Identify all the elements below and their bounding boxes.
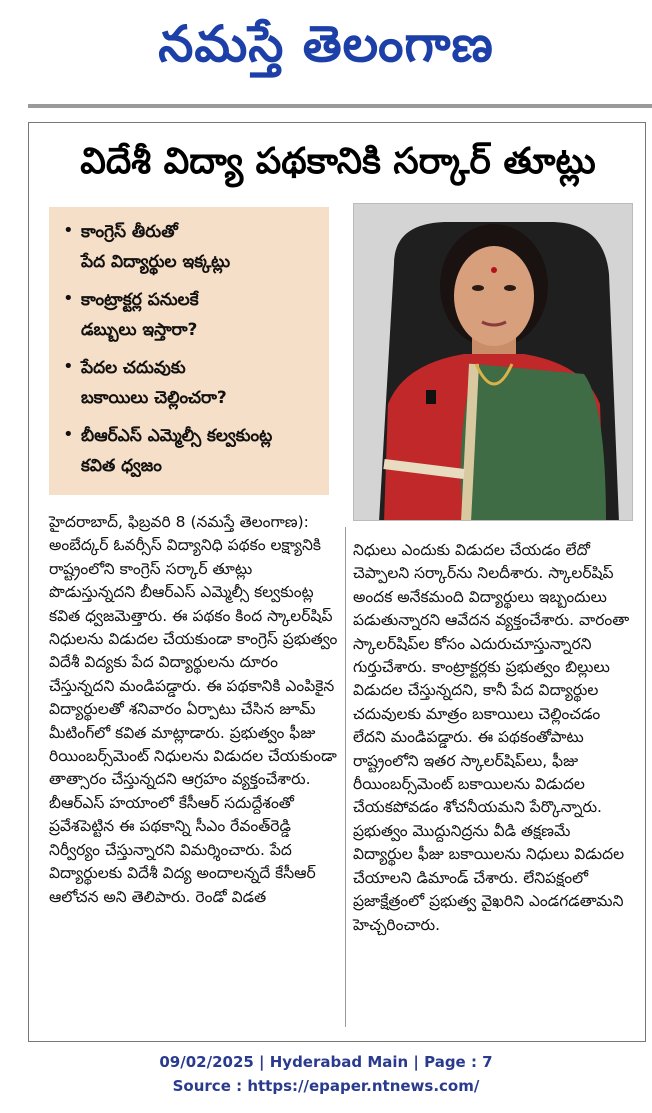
masthead bbox=[0, 0, 652, 100]
headline-text: విదేశీ విద్యా పథకానికి సర్కార్ తూట్లు bbox=[80, 141, 596, 182]
article-body-right: నిధులు ఎందుకు విడుదల చేయడం లేదో చెప్పాలని సర్కార్‌ను నిలదీశారు. స్కాలర్‌షిప్ అందక అనేకమంది విద్యార్థులు ఇబ్బందులు పడుతున్నారని ఆవేదన వ్యక్తంచేశారు. వారంతా స్కాలర్‌షిప్‌ల కోసం ఎదురుచూస్తున్నారని గుర్తుచేశారు. కాంట్రాక్టర్లకు ప్రభుత్వం బిల్లులు విడుదల చేస్తున్నదని, కానీ పేద విద్యార్థుల చదువులకు మాత్రం బకాయిలు చెల్లించడం లేదని మండిపడ్డారు. ఈ పథకంతోపాటు రాష్ట్రంలోని ఇతర స్కాలర్‌షిప్‌లు, ఫీజు రీయింబర్స్‌మెంట్ బకాయిలను విడుదల చేయకపోవడం శోచనీయమని పేర్కొన్నారు. ప్రభుత్వం మొద్దునిద్రను వీడి తక్షణమే విద్యార్థుల ఫీజు బకాయిలను నిధులు విడుదల చేయాలని డిమాండ్ చేశారు. లేనిపక్షంలో ప్రజాక్షేత్రంలో ప్రభుత్వ వైఖరిని ఎండగడతామని హెచ్చరించారు. bbox=[353, 541, 630, 934]
highlight-line: డబ్బులు ఇస్తారా? bbox=[81, 320, 198, 340]
highlight-item bbox=[61, 421, 319, 481]
masthead-rule bbox=[28, 104, 652, 108]
footer-date-edition: 09/02/2025 | Hyderabad Main | Page : 7 bbox=[159, 1053, 493, 1071]
highlight-line: బీఆర్ఎస్ ఎమ్మెల్సీ కల్వకుంట్ల bbox=[81, 426, 273, 446]
highlight-item bbox=[61, 353, 319, 413]
bullet-icon: • bbox=[63, 220, 74, 241]
footer-source: Source : https://epaper.ntnews.com/ bbox=[172, 1077, 480, 1095]
highlight-line: కాంట్రాక్టర్ల పనులకే bbox=[81, 290, 199, 310]
portrait-photo bbox=[353, 203, 633, 521]
highlight-item bbox=[61, 285, 319, 345]
bullet-icon: • bbox=[63, 424, 74, 445]
highlight-line: కాంగ్రెస్ తీరుతో bbox=[81, 222, 178, 242]
headline bbox=[29, 131, 647, 201]
highlights-box bbox=[49, 207, 329, 495]
newspaper-logo: నమస్తే తెలంగాణ bbox=[158, 14, 494, 73]
article-body-left: హైదరాబాద్, ఫిబ్రవరి 8 (నమస్తే తెలంగాణ): అంబేద్కర్ ఓవర్సీస్ విద్యానిధి పథకం లక్ష్యానికి రాష్ట్రంలోని కాంగ్రెస్ సర్కార్ తూట్లు పొడుస్తున్నదని బీఆర్ఎస్ ఎమ్మెల్సీ కల్వకుంట్ల కవిత ధ్వజమెత్తారు. ఈ పథకం కింద స్కాలర్‌షిప్ నిధులను విడుదల చేయకుండా కాంగ్రెస్ ప్రభుత్వం విదేశీ విద్యకు పేద విద్యార్థులను దూరం చేస్తున్నదని మండిపడ్డారు. ఈ పథకానికి ఎంపికైన విద్యార్థులతో శనివారం ఏర్పాటు చేసిన జూమ్ మీటింగ్‌లో కవిత మాట్లాడారు. ప్రభుత్వం ఫీజు రియింబర్స్‌మెంట్ నిధులను విడుదల చేయకుండా తాత్సారం చేస్తున్నదని ఆగ్రహం వ్యక్తంచేశారు. బీఆర్ఎస్ హయాంలో కేసీఆర్ సదుద్దేశంతో ప్రవేశపెట్టిన ఈ పథకాన్ని సీఎం రేవంత్‌రెడ్డి నిర్వీర్యం చేస్తున్నారని విమర్శించారు. పేద విద్యార్థులకు విదేశీ విద్య అందాలన్నదే కేసీఆర్ ఆలోచన అని తెలిపారు. రెండో విడత bbox=[49, 513, 338, 906]
footer bbox=[0, 1050, 652, 1098]
portrait-illustration bbox=[354, 204, 633, 521]
highlight-line: పేద విద్యార్థుల ఇక్కట్లు bbox=[81, 252, 231, 272]
bullet-icon: • bbox=[63, 288, 74, 309]
highlight-line: కవిత ధ్వజం bbox=[81, 456, 162, 476]
highlight-line: పేదల చదువుకు bbox=[81, 358, 186, 378]
bullet-icon: • bbox=[63, 356, 74, 377]
column-divider bbox=[345, 527, 346, 1027]
highlight-line: బకాయిలు చెల్లించరా? bbox=[81, 388, 227, 408]
highlight-item bbox=[61, 217, 319, 277]
article-clipping bbox=[28, 122, 646, 1042]
